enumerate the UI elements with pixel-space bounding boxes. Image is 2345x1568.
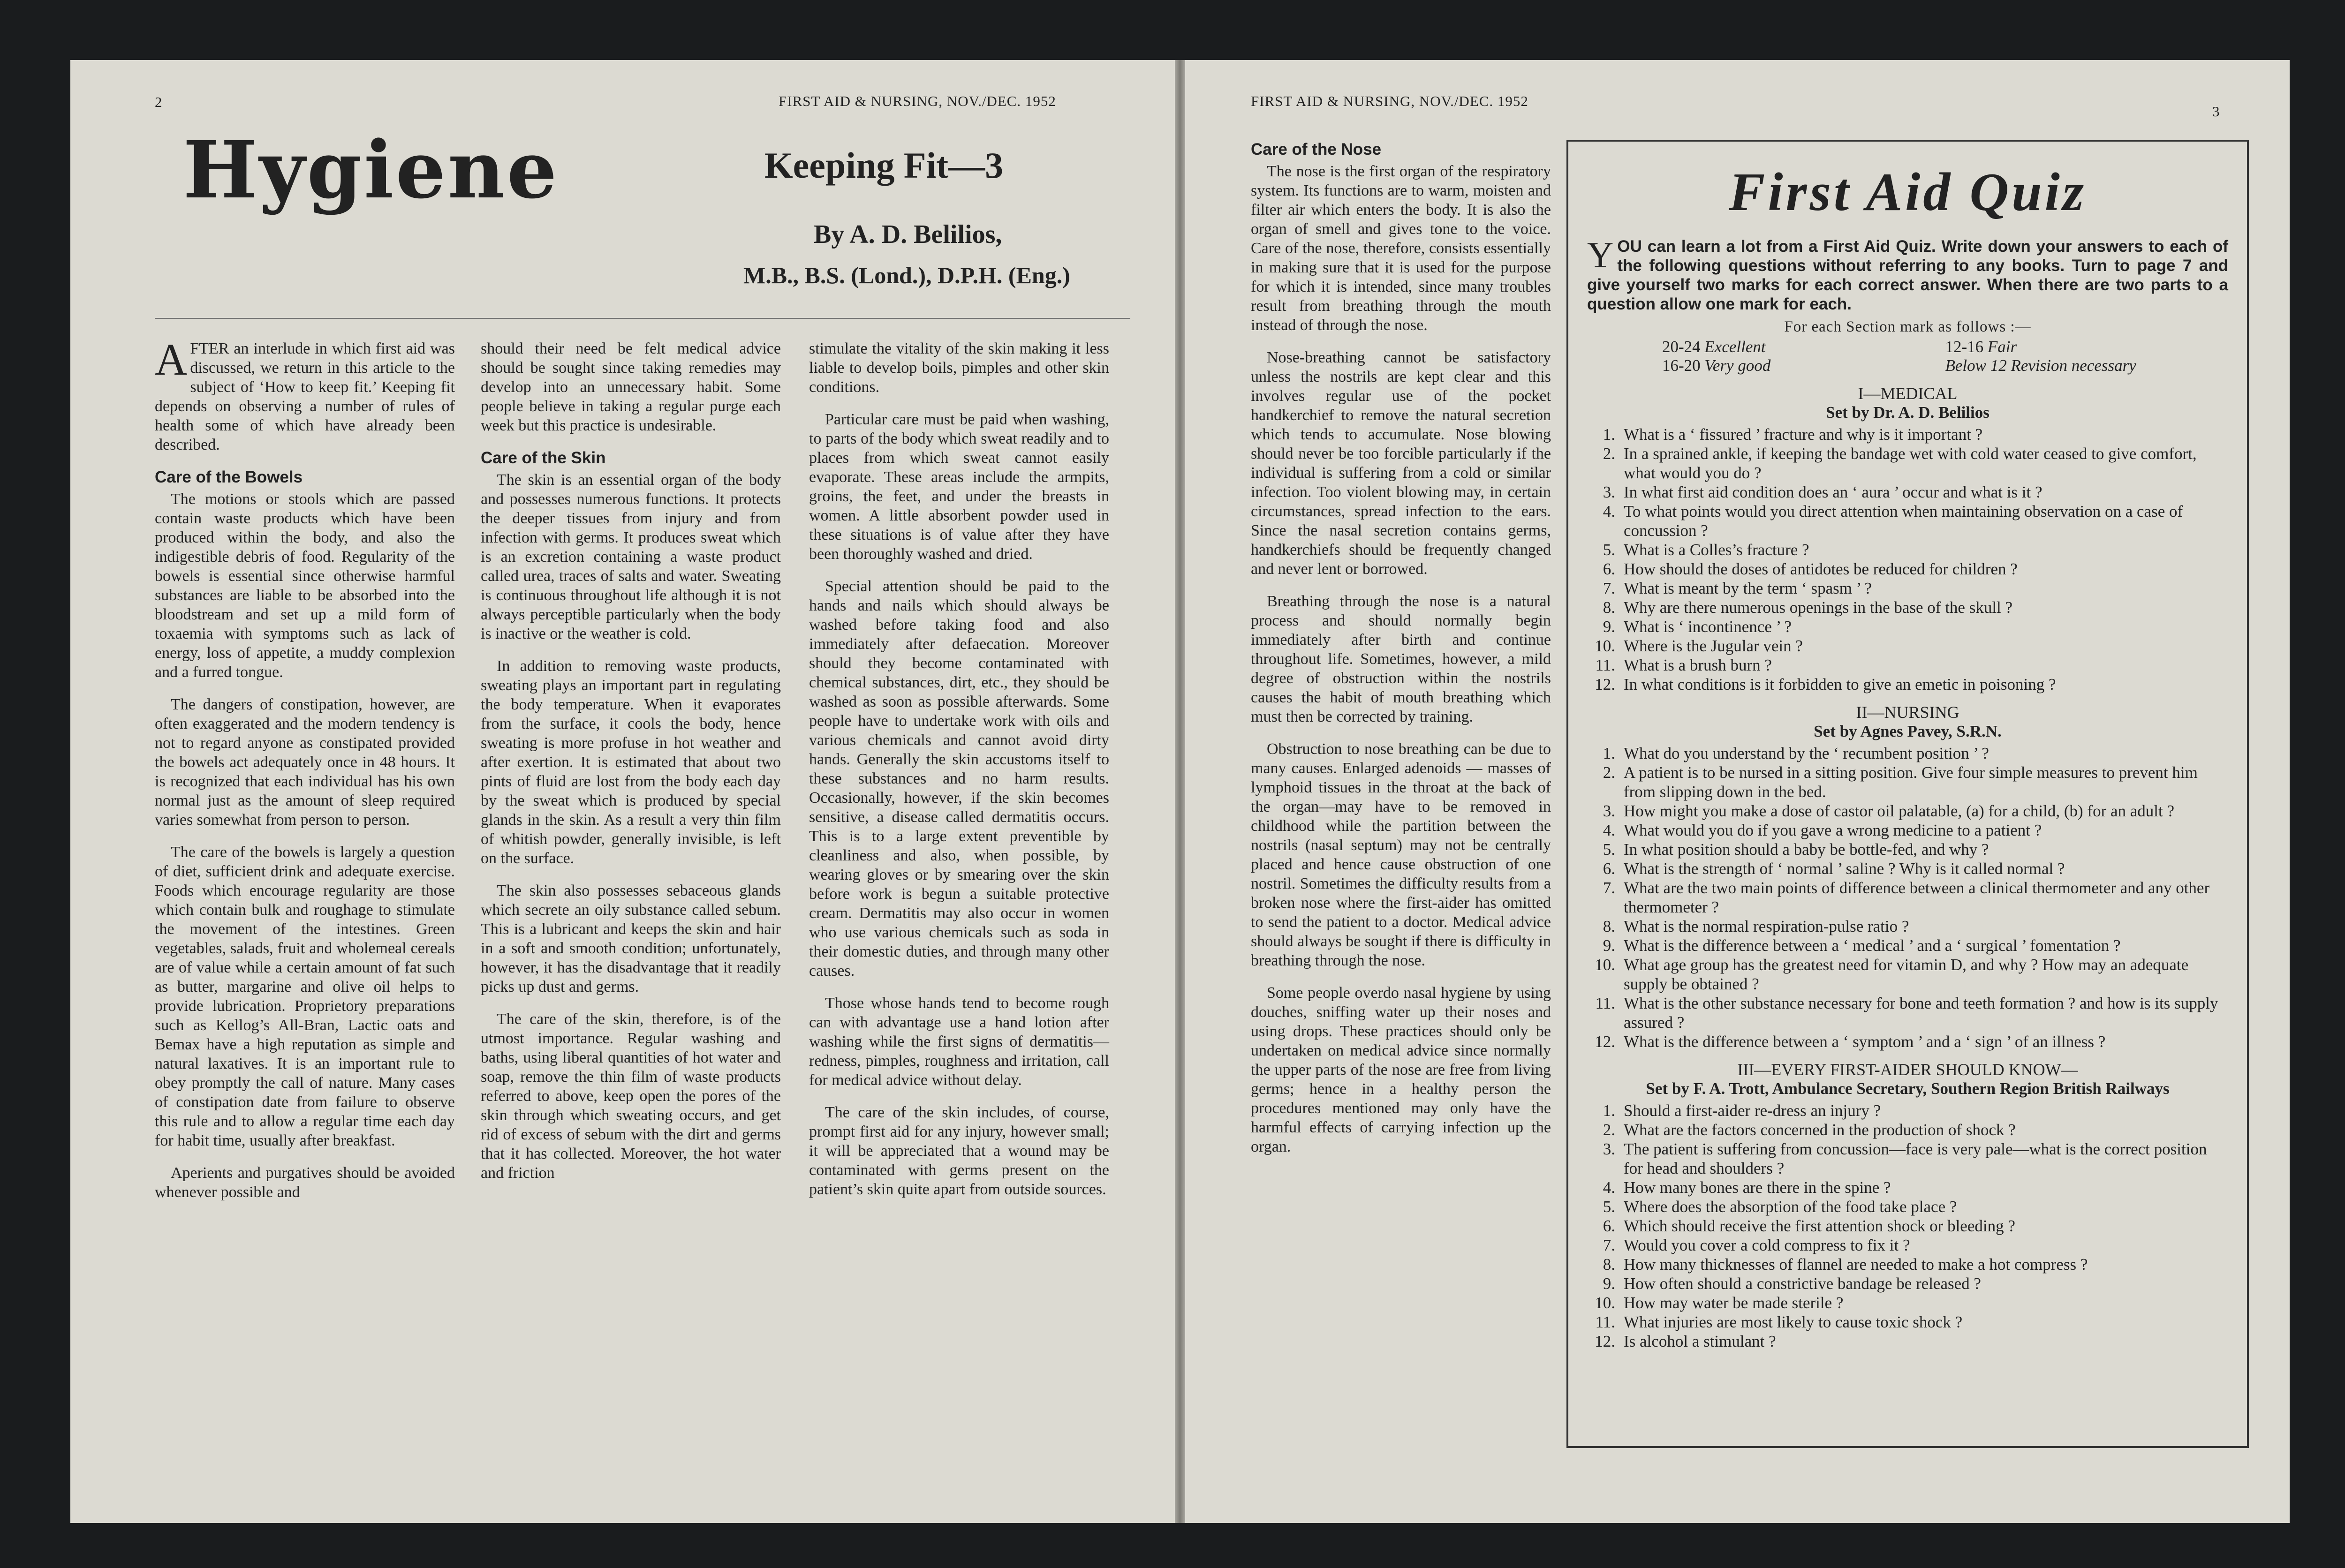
- quiz-question: [1587, 502, 2228, 540]
- quiz-question: [1587, 636, 2228, 656]
- question-number: 8.: [1603, 917, 1615, 935]
- quiz-title: First Aid Quiz: [1728, 162, 2087, 222]
- question-number: 4.: [1603, 1178, 1615, 1197]
- question-text: How might you make a dose of castor oil palatable, (a) for a child, (b) for an adult ?: [1624, 802, 2175, 820]
- question-text: What is a brush burn ?: [1624, 656, 1772, 674]
- quiz-question: [1587, 994, 2228, 1032]
- score-row: Below 12 Revision necessary: [1945, 356, 2136, 375]
- quiz-section-title: I—MEDICAL: [1858, 384, 1958, 403]
- question-text: What would you do if you gave a wrong medicine to a patient ?: [1624, 821, 2042, 839]
- quiz-question: [1587, 878, 2228, 917]
- question-text: The patient is suffering from concussion—face is very pale—what is the correct position for head and shoulders ?: [1624, 1140, 2207, 1177]
- drop-cap: A: [155, 334, 188, 384]
- question-number: 1.: [1603, 425, 1615, 444]
- paragraph: The skin also possesses sebaceous glands which secrete an oily substance called sebum. This is a lubricant and keeps the skin and hair in a soft and smooth condition; unfortunately, however, it has the disadvantage that it readily picks up dust and germs.: [481, 882, 781, 995]
- question-number: 5.: [1603, 840, 1615, 859]
- quiz-question: [1587, 1216, 2228, 1236]
- question-text: In what conditions is it forbidden to give an emetic in poisoning ?: [1624, 675, 2056, 694]
- page-number-right: 3: [2212, 103, 2220, 120]
- paragraph: Obstruction to nose breathing can be due to many causes. Enlarged adenoids — masses of lymphoid tissues in the throat at the back of the organ—may have to be removed in childhood while the partition between the nostrils (nasal septum) may not be centrally placed and hence cause obstruction of one nostril. Sometimes the difficulty results from a broken nose where the first-aider has omitted to send the patient to a doctor. Medical advice should always be sought if there is difficulty in breathing through the nose.: [1251, 740, 1551, 969]
- question-text: What is the normal respiration-pulse ratio ?: [1624, 917, 1909, 935]
- score-row: 12-16 Fair: [1945, 338, 2017, 356]
- quiz-question: [1587, 744, 2228, 763]
- question-text: What is the strength of ‘ normal ’ saline ? Why is it called normal ?: [1624, 859, 2065, 878]
- question-text: Where does the absorption of the food take place ?: [1624, 1198, 1957, 1216]
- question-number: 9.: [1603, 936, 1615, 955]
- paragraph: In addition to removing waste products, sweating plays an important part in regulating the body temperature. When it evaporates from the surface, it cools the body, hence sweating is more profuse in hot weather and after exertion. It is estimated that about two pints of fluid are lost from the body each day by the sweat which is produced by special glands in the skin. As a result a very thin film of whitish powder, generally invisible, is left on the surface.: [481, 657, 781, 867]
- question-number: 1.: [1603, 744, 1615, 762]
- quiz-question-list: [1587, 744, 2228, 1051]
- subheading-skin: Care of the Skin: [481, 449, 606, 467]
- article-column-3: [809, 339, 1109, 1212]
- question-number: 6.: [1603, 560, 1615, 578]
- question-number: 11.: [1595, 994, 1615, 1012]
- section-title: Hygiene: [183, 123, 559, 216]
- quiz-question: [1587, 936, 2228, 955]
- quiz-section-setter: Set by Dr. A. D. Belilios: [1826, 403, 1989, 422]
- question-number: 9.: [1603, 1274, 1615, 1293]
- quiz-section-title: II—NURSING: [1856, 703, 1959, 722]
- question-number: 8.: [1603, 598, 1615, 617]
- quiz-question: [1587, 579, 2228, 598]
- quiz-question: [1587, 1178, 2228, 1197]
- paragraph: Aperients and purgatives should be avoided whenever possible and: [155, 1164, 455, 1201]
- paragraph: The nose is the first organ of the respiratory system. Its functions are to warm, moisten and filter air which enters the body. It is also the organ of smell and gives tone to the voice. Care of the nose, therefore, consists essentially in making sure that it is used for the purpose for which it is intended, since many troubles result from breathing through the mouth instead of through the nose.: [1251, 163, 1551, 334]
- quiz-question: [1587, 1197, 2228, 1216]
- quiz-question: [1587, 482, 2228, 502]
- page-number-left: 2: [155, 94, 162, 110]
- question-text: How often should a constrictive bandage be released ?: [1624, 1274, 1981, 1293]
- question-number: 10.: [1595, 956, 1615, 974]
- quiz-section-title: III—EVERY FIRST-AIDER SHOULD KNOW—: [1737, 1060, 2078, 1079]
- question-text: Would you cover a cold compress to fix it ?: [1624, 1236, 1910, 1254]
- paragraph: The care of the bowels is largely a question of diet, sufficient drink and adequate exercise. Foods which encourage regularity are those which contain bulk and roughage to stimulate the movement of the intestines. Green vegetables, salads, fruit and wholemeal cereals are of value while a certain amount of fat such as butter, margarine and olive oil helps to provide lubrication. Proprietory preparations such as Kellog’s All-Bran, Lactic oats and Bemax have a high reputation as simple and natural laxatives. It is an important rule to obey promptly the call of nature. Many cases of constipation date from failure to observe this rule and to allow a regular time each day for habit time, usually after breakfast.: [155, 844, 455, 1149]
- question-number: 10.: [1595, 1294, 1615, 1312]
- question-text: How should the doses of antidotes be reduced for children ?: [1624, 560, 2018, 578]
- paragraph: The skin is an essential organ of the body and possesses numerous functions. It protects the deeper tissues from injury and from infection with germs. It produces sweat which is an excretion containing a waste product called urea, traces of salts and water. Sweating is continuous throughout life although it is not always perceptible particularly when the body is inactive or the weather is cold.: [481, 471, 781, 642]
- quiz-question: [1587, 1139, 2228, 1178]
- quiz-question: [1587, 821, 2228, 840]
- question-number: 12.: [1595, 675, 1615, 694]
- quiz-question: [1587, 1312, 2228, 1332]
- article-column-2: [481, 339, 781, 1196]
- quiz-question: [1587, 859, 2228, 878]
- question-number: 3.: [1603, 1140, 1615, 1158]
- question-text: Where is the Jugular vein ?: [1624, 637, 1803, 655]
- quiz-question: [1587, 955, 2228, 994]
- subheading-bowels: Care of the Bowels: [155, 468, 303, 486]
- book-spine: [1175, 60, 1185, 1523]
- paragraph: The care of the skin, therefore, is of the utmost importance. Regular washing and baths, using liberal quantities of hot water and soap, remove the thin film of waste products referred to above, keep open the pores of the skin through which sweating occurs, and get rid of excess of sebum with the dirt and germs that it has collected. Moreover, the hot water and friction: [481, 1010, 781, 1182]
- quiz-question: [1587, 675, 2228, 694]
- quiz-question: [1587, 1101, 2228, 1120]
- paragraph: Particular care must be paid when washing, to parts of the body which sweat readily and to places from which sweat cannot easily evaporate. These areas include the armpits, groins, the feet, and under the breasts in women. A little absorbent powder used in these situations is of value after they have been thoroughly washed and dried.: [809, 411, 1109, 563]
- question-number: 7.: [1603, 879, 1615, 897]
- quiz-box: [1566, 140, 2249, 1448]
- question-number: 3.: [1603, 483, 1615, 501]
- quiz-question: [1587, 1120, 2228, 1139]
- question-text: What do you understand by the ‘ recumbent position ’ ?: [1624, 744, 1989, 762]
- paragraph: The motions or stools which are passed contain waste products which have been produced within the body, and also the indigestible debris of food. Regularity of the bowels is essential since otherwise harmful substances are liable to be absorbed into the bloodstream and set up a mild form of toxaemia with symptoms such as lack of energy, loss of appetite, a muddy complexion and a furred tongue.: [155, 490, 455, 681]
- question-number: 11.: [1595, 1313, 1615, 1331]
- question-text: How many thicknesses of flannel are needed to make a hot compress ?: [1624, 1255, 2088, 1274]
- paragraph: Breathing through the nose is a natural process and should normally begin immediately after birth and continue throughout life. Sometimes, however, a mild degree of obstruction within the nostrils causes the habit of mouth breathing which must then be corrected by training.: [1251, 593, 1551, 725]
- question-number: 10.: [1595, 637, 1615, 655]
- question-number: 11.: [1595, 656, 1615, 674]
- paragraph: The care of the skin includes, of course, prompt first aid for any injury, however small; it will be appreciated that a wound may be contaminated with germs present on the patient’s skin quite apart from outside sources.: [809, 1104, 1109, 1198]
- question-text: What age group has the greatest need for vitamin D, and why ? How may an adequate supply be obtained ?: [1624, 956, 2189, 993]
- nose-column: [1251, 140, 1551, 1169]
- question-number: 2.: [1603, 763, 1615, 782]
- question-number: 2.: [1603, 445, 1615, 463]
- byline: By A. D. Belilios,: [814, 220, 1002, 249]
- question-number: 5.: [1603, 541, 1615, 559]
- quiz-sections: [1587, 384, 2228, 1351]
- quiz-question: [1587, 1236, 2228, 1255]
- article-column-1: [155, 334, 455, 1215]
- question-number: 12.: [1595, 1033, 1615, 1051]
- drop-cap: Y: [1587, 234, 1614, 275]
- question-text: How many bones are there in the spine ?: [1624, 1178, 1891, 1197]
- paragraph: Some people overdo nasal hygiene by using douches, sniffing water up their noses and using drops. These practices should only be undertaken on medical advice since normally the upper parts of the nose are free from living germs; hence in a healthy person the procedures mentioned may only have the harmful effects of carrying infection up the organ.: [1251, 984, 1551, 1155]
- question-text: How may water be made sterile ?: [1624, 1294, 1844, 1312]
- quiz-question: [1587, 1332, 2228, 1351]
- quiz-intro: YOU can learn a lot from a First Aid Quiz. Write down your answers to each of the following questions without referring to any books. Turn to page 7 and give yourself two marks for each correct answer. When there are two parts to a question allow one mark for each.: [1587, 234, 2228, 313]
- quiz-question: [1587, 1293, 2228, 1312]
- question-text: To what points would you direct attention when maintaining observation on a case of concussion ?: [1624, 502, 2183, 540]
- quiz-section-setter: Set by Agnes Pavey, S.R.N.: [1814, 722, 2002, 740]
- score-row: 16-20 Very good: [1662, 356, 1771, 375]
- score-row: 20-24 Excellent: [1662, 338, 1766, 356]
- question-number: 6.: [1603, 859, 1615, 878]
- quiz-question: [1587, 425, 2228, 444]
- quiz-question: [1587, 444, 2228, 482]
- header-divider: [155, 318, 1130, 319]
- question-text: Is alcohol a stimulant ?: [1624, 1332, 1776, 1350]
- question-number: 8.: [1603, 1255, 1615, 1274]
- quiz-question: [1587, 540, 2228, 559]
- quiz-question: [1587, 1032, 2228, 1051]
- question-number: 4.: [1603, 502, 1615, 520]
- question-number: 12.: [1595, 1332, 1615, 1350]
- question-text: Why are there numerous openings in the base of the skull ?: [1624, 598, 2013, 617]
- quiz-question: [1587, 763, 2228, 801]
- quiz-section-setter: Set by F. A. Trott, Ambulance Secretary, Southern Region British Railways: [1646, 1079, 2170, 1098]
- question-text: In what position should a baby be bottle-fed, and why ?: [1624, 840, 1989, 859]
- paragraph: stimulate the vitality of the skin making it less liable to develop boils, pimples and other skin conditions.: [809, 340, 1109, 396]
- question-number: 4.: [1603, 821, 1615, 839]
- quiz-question: [1587, 1255, 2228, 1274]
- question-number: 5.: [1603, 1198, 1615, 1216]
- question-text: What is the other substance necessary for bone and teeth formation ? and how is its supply assured ?: [1624, 994, 2218, 1032]
- question-text: What is meant by the term ‘ spasm ’ ?: [1624, 579, 1872, 597]
- question-text: A patient is to be nursed in a sitting position. Give four simple measures to prevent him from slipping down in the bed.: [1624, 763, 2198, 801]
- question-text: What injuries are most likely to cause toxic shock ?: [1624, 1313, 1963, 1331]
- question-text: What is ‘ incontinence ’ ?: [1624, 618, 1792, 636]
- scoring-heading: For each Section mark as follows :—: [1784, 318, 2031, 335]
- paragraph: AFTER an interlude in which first aid was discussed, we return in this article to the subject of ‘How to keep fit.’ Keeping fit depends on observing a number of rules of health some of which have already been described.: [155, 334, 455, 453]
- question-number: 2.: [1603, 1121, 1615, 1139]
- article-title: Keeping Fit—3: [764, 145, 1004, 186]
- subheading-nose: Care of the Nose: [1251, 140, 1382, 158]
- paragraph: should their need be felt medical advice should be sought since taking remedies may develop into an unnecessary habit. Some people believe in taking a regular purge each week but this practice is undesirable.: [481, 340, 781, 434]
- quiz-question: [1587, 559, 2228, 579]
- question-number: 3.: [1603, 802, 1615, 820]
- quiz-question: [1587, 840, 2228, 859]
- left-page: [70, 60, 1175, 1523]
- question-text: In what first aid condition does an ‘ aura ’ occur and what is it ?: [1624, 483, 2042, 501]
- question-text: What is a Colles’s fracture ?: [1624, 541, 1809, 559]
- question-text: What are the factors concerned in the production of shock ?: [1624, 1121, 2016, 1139]
- question-text: What is the difference between a ‘ medical ’ and a ‘ surgical ’ fomentation ?: [1624, 936, 2121, 955]
- quiz-question: [1587, 656, 2228, 675]
- quiz-question: [1587, 617, 2228, 636]
- question-number: 7.: [1603, 1236, 1615, 1254]
- question-text: What are the two main points of difference between a clinical thermometer and any other thermometer ?: [1624, 879, 2210, 916]
- question-text: Should a first-aider re-dress an injury ?: [1624, 1101, 1881, 1120]
- paragraph: Special attention should be paid to the hands and nails which should always be washed before taking food and also immediately after defaecation. Moreover should they become contaminated with chemical substances, dirt, etc., they should be washed as soon as possible afterwards. Some people have to undertake work with oils and various chemicals and cannot avoid dirty hands. Generally the skin accustoms itself to these substances and no harm results. Occasionally, however, if the skin becomes sensitive, a disease called dermatitis occurs. This is to a large extent preventible by cleanliness and also, when possible, by wearing gloves or by smearing over the skin before work is begun a suitable protective cream. Dermatitis may also occur in women who use various chemicals such as soda in their domestic duties, and through many other causes.: [809, 578, 1109, 980]
- quiz-question: [1587, 1274, 2228, 1293]
- scoring-table: [1587, 338, 2228, 375]
- quiz-question-list: [1587, 425, 2228, 694]
- quiz-question: [1587, 598, 2228, 617]
- running-head-left: FIRST AID & NURSING, NOV./DEC. 1952: [779, 93, 1056, 109]
- quiz-question: [1587, 917, 2228, 936]
- paragraph: Those whose hands tend to become rough can with advantage use a hand lotion after washing while the first signs of dermatitis—redness, pimples, roughness and irritation, call for medical advice without delay.: [809, 995, 1109, 1089]
- right-page: [1185, 60, 2290, 1523]
- quiz-question: [1587, 801, 2228, 821]
- question-number: 7.: [1603, 579, 1615, 597]
- question-number: 9.: [1603, 618, 1615, 636]
- question-number: 1.: [1603, 1101, 1615, 1120]
- question-text: What is the difference between a ‘ symptom ’ and a ‘ sign ’ of an illness ?: [1624, 1033, 2106, 1051]
- question-text: Which should receive the first attention shock or bleeding ?: [1624, 1217, 2015, 1235]
- paragraph: Nose-breathing cannot be satisfactory unless the nostrils are kept clear and this involves regular use of the pocket handkerchief to remove the natural secretion which tends to accumulate. Nose blowing should never be too forcible particularly if the individual is suffering from a cold or similar infection. Too violent blowing may, in certain circumstances, spread infection to the ears. Since the nasal secretion contains germs, handkerchiefs should be frequently changed and never lent or borrowed.: [1251, 349, 1551, 578]
- paragraph: The dangers of constipation, however, are often exaggerated and the modern tendency is not to regard anyone as constipated provided the bowels act adequately once in 48 hours. It is recognized that each individual has his own normal just as the amount of sleep required varies somewhat from person to person.: [155, 696, 455, 829]
- question-text: What is a ‘ fissured ’ fracture and why is it important ?: [1624, 425, 1983, 444]
- question-number: 6.: [1603, 1217, 1615, 1235]
- running-head-right: FIRST AID & NURSING, NOV./DEC. 1952: [1251, 93, 1528, 109]
- question-text: In a sprained ankle, if keeping the bandage wet with cold water ceased to give comfort, what would you do ?: [1624, 445, 2197, 482]
- quiz-question-list: [1587, 1101, 2228, 1351]
- author-credentials: M.B., B.S. (Lond.), D.P.H. (Eng.): [743, 262, 1070, 288]
